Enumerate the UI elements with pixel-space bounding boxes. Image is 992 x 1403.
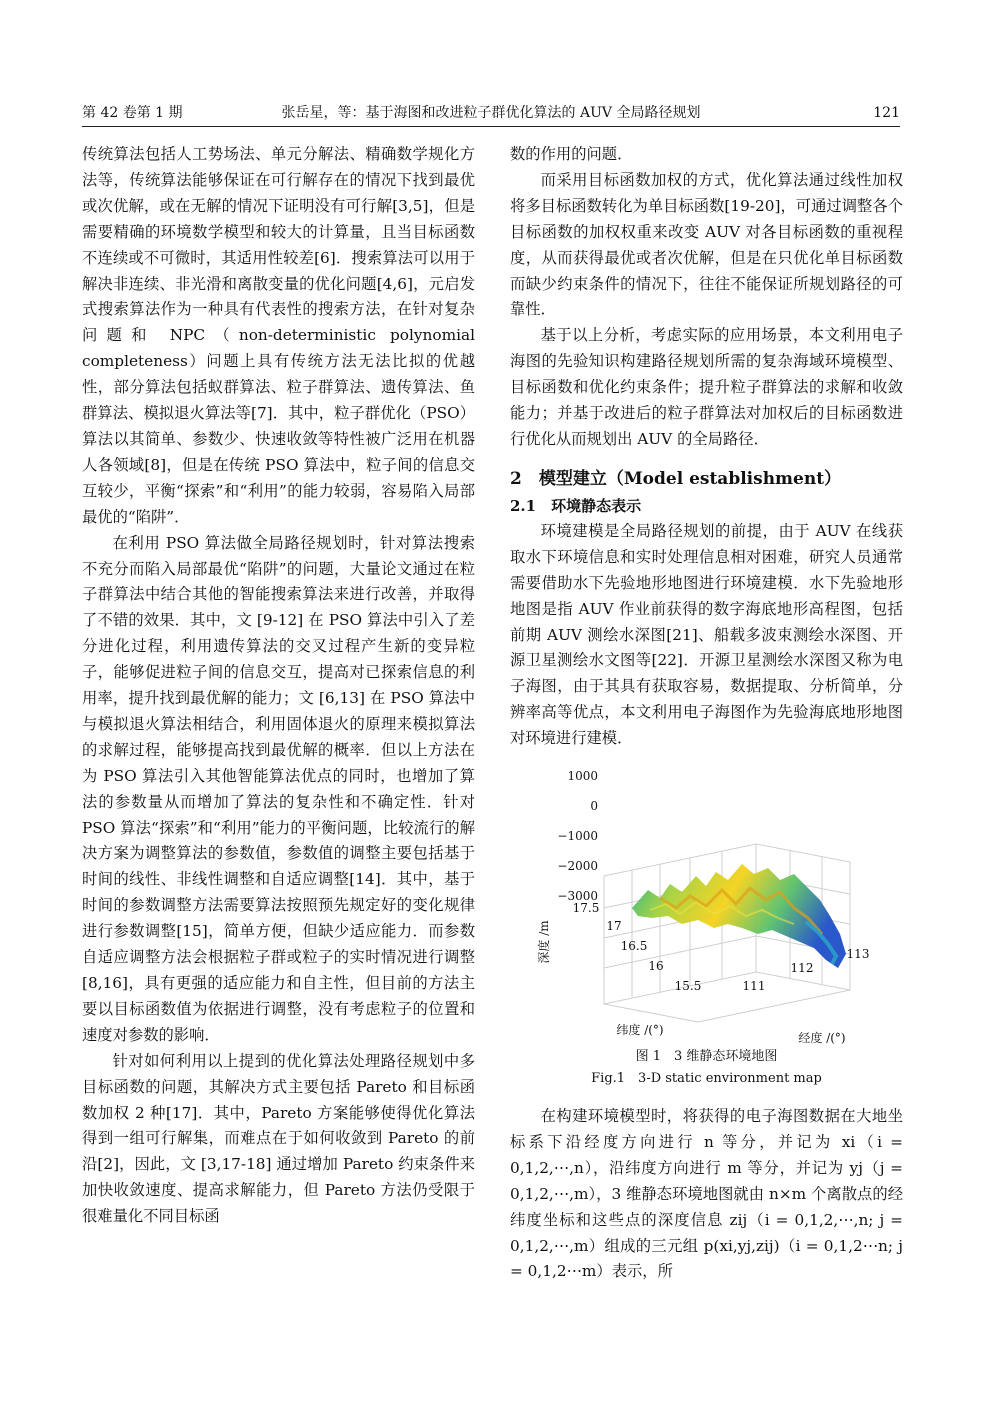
paragraph: 环境建模是全局路径规划的前提，由于 AUV 在线获取水下环境信息和实时处理信息相对困难，研究人员通常需要借助水下先验地形地图进行环境建模．水下先验地形地图是指 AUV 作业前获得的数字海底地形高程图，包括前期 AUV 测绘水深图[21]、船载多波束测绘水深图、开源卫星测绘水文图等[22]．开源卫星测绘水深图又称为电子海图，由于其具有获取容易，数据提取、分析简单，分辨率高等优点，本文利用电子海图作为先验海底地形地图对环境进行建模．: [510, 521, 903, 748]
z-tick-label: −2000: [557, 859, 598, 874]
right-column: [510, 142, 903, 1285]
paragraph: 在利用 PSO 算法做全局路径规划时，针对算法搜索不充分而陷入局部最优“陷阱”的问题，大量论文通过在粒子群算法中结合其他的智能搜索算法来进行改善，并取得了不错的效果．其中，文 [9-12] 在 PSO 算法中引入了差分进化过程，利用遗传算法的交叉过程产生新的变异粒子，能够促进粒子间的信息交互，提高对已探索信息的利用率，提升找到最优解的能力；文 [6,13] 在 PSO 算法中与模拟退火算法相结合，利用固体退火的原理来模拟算法的求解过程，能够提高找到最优解的概率．但以上方法在为 PSO 算法引入其他智能算法优点的同时，也增加了算法的参数量从而增加了算法的复杂性和不确定性．针对 PSO 算法“探索”和“利用”能力的平衡问题，比较流行的解决方案为调整算法的参数值，参数值的调整主要包括基于时间的线性、非线性调整和自适应调整[14]．其中，基于时间的参数调整方法需要算法按照预先规定好的变化规律进行参数调整[15]，简单方便，但缺少适应能力．而参数自适应调整方法会根据粒子群或粒子的实时情况进行调整[8,16]，具有更强的适应能力和自主性，但目前的方法主要以目标函数值为依据进行调整，没有考虑粒子的位置和速度对参数的影响．: [82, 533, 475, 1044]
section-heading: 2 模型建立（Model establishment）: [510, 468, 842, 489]
running-title: 张岳星，等：基于海图和改进粒子群优化算法的 AUV 全局路径规划: [281, 105, 701, 121]
paragraph: 针对如何利用以上提到的优化算法处理路径规划中多目标函数的问题，其解决方式主要包括 Pareto 和目标函数加权 2 种[17]．其中，Pareto 方案能够使得优化算法得到一组可行解集，而难点在于如何收敛到 Pareto 的前沿[2]，因此，文 [3,17-18] 通过增加 Pareto 约束条件来加快收敛速度、提高求解能力，但 Pareto 方法仍受限于很难量化不同目标函: [82, 1051, 475, 1226]
z-tick-label: 1000: [567, 769, 598, 784]
header-rule: [82, 126, 900, 127]
y-tick-label: 16: [648, 959, 664, 974]
z-tick-label: −1000: [557, 829, 598, 844]
x-axis-label: 经度 /(°): [798, 1031, 846, 1046]
z-tick-label: −3000: [557, 889, 598, 904]
subsection-heading: 2.1 环境静态表示: [510, 496, 642, 515]
y-tick-label: 16.5: [620, 939, 648, 954]
z-axis-label: 深度 /m: [537, 920, 551, 964]
paragraph: 在构建环境模型时，将获得的电子海图数据在大地坐标系下沿经度方向进行 n 等分，并记为 xi（i = 0,1,2,⋯,n），沿纬度方向进行 m 等分，并记为 yj（j = 0,1,2,⋯,m），3 维静态环境地图就由 n×m 个离散点的经纬度坐标和这些点的深度信息 zij（i = 0,1,2,⋯,n; j = 0,1,2,⋯,m）组成的三元组 p(xi,yj,zij)（i = 0,1,2⋯n; j = 0,1,2⋯m）表示，所: [510, 1107, 903, 1281]
x-tick-label: 113: [846, 947, 870, 962]
figure-caption-en: Fig.1 3-D static environment map: [591, 1071, 822, 1087]
journal-volume: 第 42 卷第 1 期: [82, 105, 183, 121]
left-column: [82, 142, 475, 1230]
x-tick-label: 111: [742, 979, 766, 994]
page-number: 121: [873, 105, 900, 121]
y-tick-label: 17.5: [572, 901, 600, 916]
paragraph: 基于以上分析，考虑实际的应用场景，本文利用电子海图的先验知识构建路径规划所需的复杂海域环境模型、目标函数和优化约束条件；提升粒子群算法的求解和收敛能力；并基于改进后的粒子群算法对加权后的目标函数进行优化从而规划出 AUV 的全局路径．: [510, 326, 903, 448]
y-tick-label: 17: [606, 919, 622, 934]
terrain-surface: [632, 864, 846, 968]
paragraph: 数的作用的问题．: [510, 145, 633, 163]
surface-plot: [510, 758, 903, 1046]
running-header: [82, 103, 900, 125]
figure-caption-cn: 图 1 3 维静态环境地图: [635, 1049, 778, 1065]
paragraph: 传统算法包括人工势场法、单元分解法、精确数学规化方法等，传统算法能够保证在可行解存在的情况下找到最优或次优解，或在无解的情况下证明没有可行解[3,5]，但是需要精确的环境数学模型和较大的计算量，且当目标函数不连续或不可微时，其适用性较差[6]．搜索算法可以用于解决非连续、非光滑和离散变量的优化问题[4,6]，元启发式搜索算法作为一种具有代表性的搜索方法，在针对复杂问题和 NPC（non-deterministic polynomial completeness）问题上具有传统方法无法比拟的优越性，部分算法包括蚁群算法、粒子群算法、遗传算法、鱼群算法、模拟退火算法等[7]．其中，粒子群优化（PSO）算法以其简单、参数少、快速收敛等特性被广泛用在机器人各领域[8]，但是在传统 PSO 算法中，粒子间的信息交互较少，平衡“探索”和“利用”的能力较弱，容易陷入局部最优的“陷阱”．: [82, 145, 475, 526]
y-axis-label: 纬度 /(°): [616, 1023, 664, 1038]
paragraph: 而采用目标函数加权的方式，优化算法通过线性加权将多目标函数转化为单目标函数[19-20]，可通过调整各个目标函数的加权权重来改变 AUV 对各目标函数的重视程度，从而获得最优或者次优解，但是在只优化单目标函数而缺少约束条件的情况下，往往不能保证所规划路径的可靠性．: [510, 170, 903, 319]
y-tick-label: 15.5: [674, 979, 702, 994]
figure-1: [510, 758, 903, 1046]
z-tick-label: 0: [590, 799, 598, 814]
x-tick-label: 112: [790, 961, 814, 976]
